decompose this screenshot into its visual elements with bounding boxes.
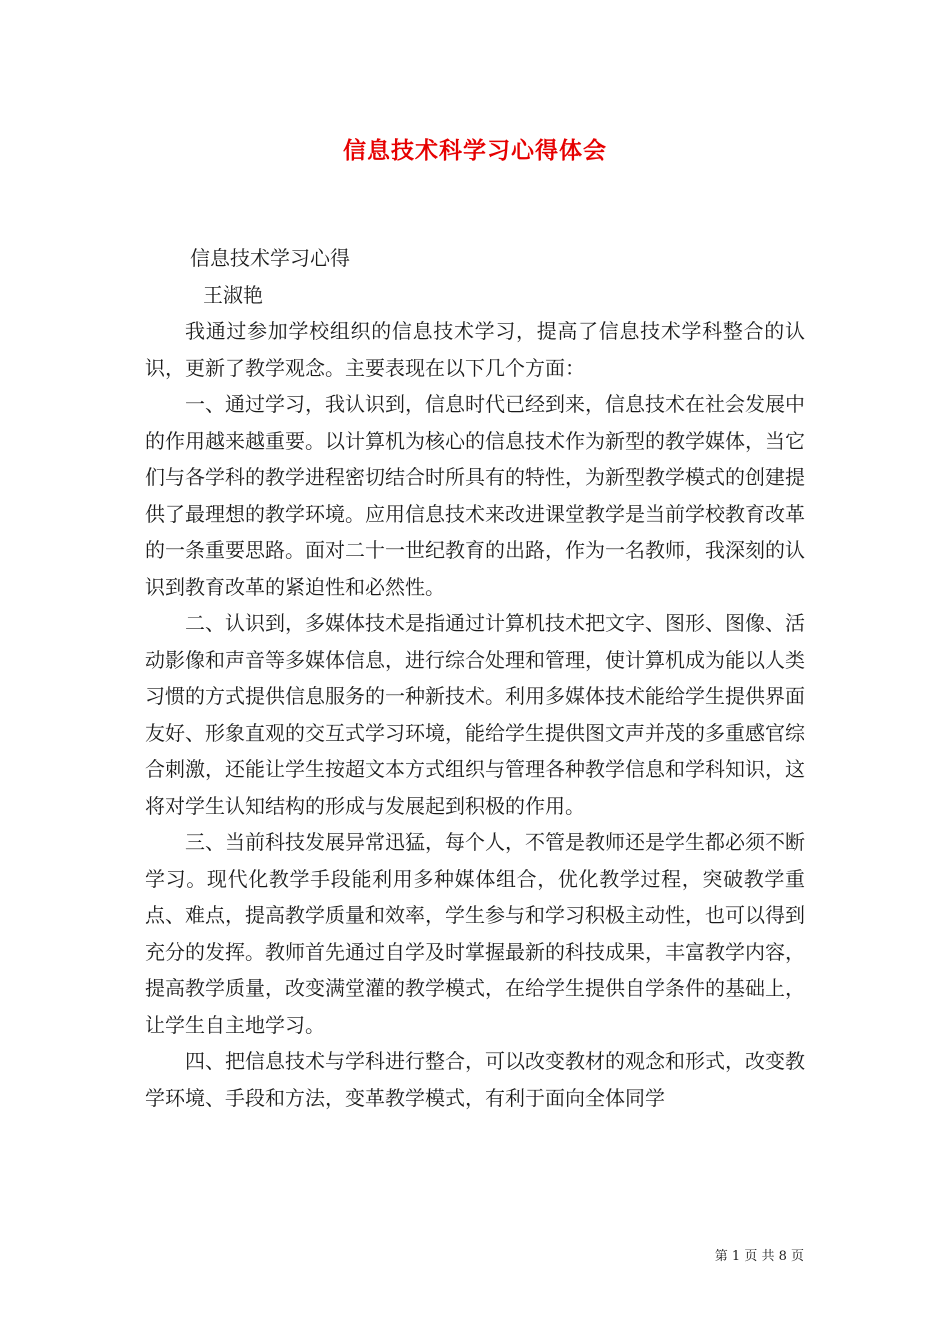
document-subtitle: 信息技术学习心得 xyxy=(190,246,350,270)
paragraph-intro: 我通过参加学校组织的信息技术学习，提高了信息技术学科整合的认识，更新了教学观念。主要表现在以下几个方面： xyxy=(145,319,805,380)
document-body xyxy=(145,240,805,1116)
page-number: 第 1 页 共 8 页 xyxy=(714,1249,804,1264)
paragraph-three: 三、当前科技发展异常迅猛，每个人，不管是教师还是学生都必须不断学习。现代化教学手段能利用多种媒体组合，优化教学过程，突破教学重点、难点，提高教学质量和效率，学生参与和学习积极主动性，也可以得到充分的发挥。教师首先通过自学及时掌握最新的科技成果，丰富教学内容，提高教学质量，改变满堂灌的教学模式，在给学生提供自学条件的基础上，让学生自主地学习。 xyxy=(145,830,805,1037)
paragraph-four: 四、把信息技术与学科进行整合，可以改变教材的观念和形式，改变教学环境、手段和方法，变革教学模式，有利于面向全体同学 xyxy=(145,1049,805,1110)
document-title: 信息技术科学习心得体会 xyxy=(343,137,607,164)
document-author: 王淑艳 xyxy=(203,282,263,307)
paragraph-one: 一、通过学习，我认识到，信息时代已经到来，信息技术在社会发展中的作用越来越重要。以计算机为核心的信息技术作为新型的教学媒体，当它们与各学科的教学进程密切结合时所具有的特性，为新型教学模式的创建提供了最理想的教学环境。应用信息技术来改进课堂教学是当前学校教育改革的一条重要思路。面对二十一世纪教育的出路，作为一名教师，我深刻的认识到教育改革的紧迫性和必然性。 xyxy=(145,392,805,599)
paragraph-two: 二、认识到，多媒体技术是指通过计算机技术把文字、图形、图像、活动影像和声音等多媒体信息，进行综合处理和管理，使计算机成为能以人类习惯的方式提供信息服务的一种新技术。利用多媒体技术能给学生提供界面友好、形象直观的交互式学习环境，能给学生提供图文声并茂的多重感官综合刺激，还能让学生按超文本方式组织与管理各种教学信息和学科知识，这将对学生认知结构的形成与发展起到积极的作用。 xyxy=(145,611,805,818)
